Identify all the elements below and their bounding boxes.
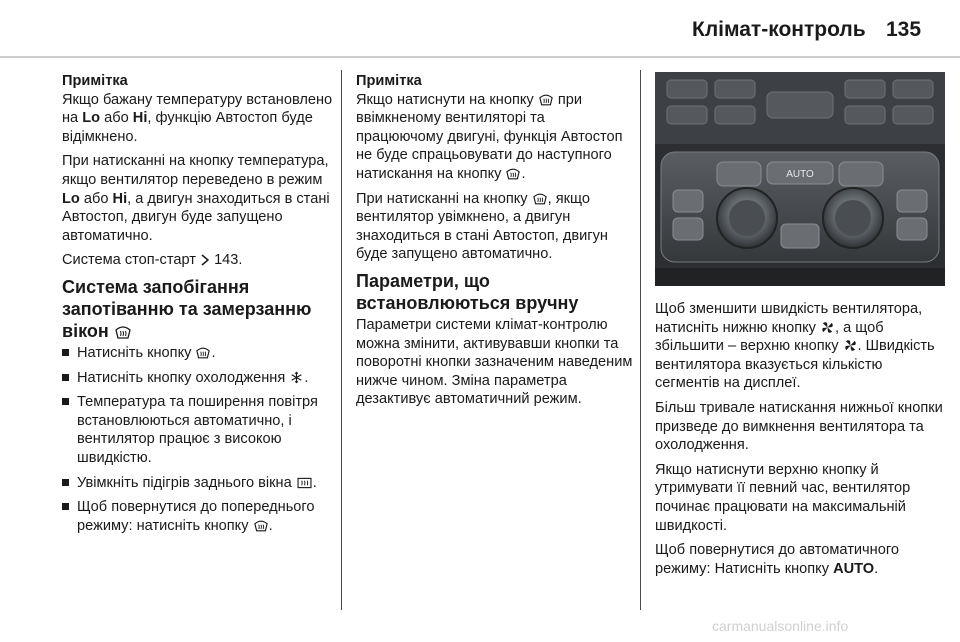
panel-auto-label: AUTO [786, 169, 814, 180]
defrost-windscreen-icon [506, 168, 520, 180]
text: . [211, 344, 216, 361]
bullet-marker [62, 398, 69, 405]
fan-icon [844, 339, 857, 352]
column-divider [640, 70, 641, 610]
body-paragraph: Параметри системи клімат-контролю можна змінити, активувавши кнопки та поворотні кнопки зазначеним наведеним нижче чином. Зміна параметра дезактивує автоматичний режим. [356, 316, 633, 408]
text: . [304, 369, 309, 386]
text: . [268, 517, 273, 534]
text: Система стоп-старт [62, 252, 196, 269]
page-reference-link[interactable]: 143. [214, 252, 243, 269]
text: При натисканні на кнопку температура, якщо вентилятор переведено в режим [62, 153, 329, 188]
column-2 [356, 72, 636, 415]
text: Натисніть кнопку [77, 344, 196, 361]
defrost-windscreen-icon [196, 347, 210, 359]
page-number: 135 [886, 18, 922, 41]
text: Температура та поширення повітря встановлюються автоматично, і вентилятор працює з високою швидкістю. [77, 394, 318, 466]
steps-list [62, 344, 334, 535]
text: , а двигун знаходиться в стані Автостоп, двигун буде запущено автоматично. [62, 190, 330, 244]
text: . Швидкість вентилятора вказується кількістю сегментів на дисплеї. [655, 338, 935, 392]
body-paragraph [655, 300, 945, 393]
text: або [100, 110, 133, 127]
page-title: Клімат-контроль [692, 18, 866, 41]
list-item [62, 344, 334, 363]
defrost-windscreen-icon [254, 520, 268, 532]
list-item [62, 498, 334, 535]
bullet-marker [62, 479, 69, 486]
reference-arrow-icon [201, 254, 209, 266]
text: Щоб повернутися до попереднього режиму: натисніть кнопку [77, 499, 315, 534]
text: , а щоб збільшити – верхню кнопку [655, 319, 884, 355]
note-paragraph [62, 251, 334, 270]
text: . [874, 560, 879, 577]
list-item [62, 474, 334, 493]
text: або [79, 190, 113, 207]
text: Щоб зменшити швидкість вентилятора, натисніть нижню кнопку [655, 301, 923, 336]
text: , функцію Автостоп буде відімкнено. [62, 110, 313, 145]
defrost-windscreen-icon [115, 326, 131, 339]
text: При натисканні на кнопку [356, 190, 532, 207]
bullet-marker [62, 349, 69, 356]
text: при ввімкненому вентиляторі та працюючому двигуні, функція Автостоп не буде спрацьовувати до наступного натискання на кнопку [356, 91, 623, 182]
header-divider [0, 56, 960, 58]
text: Увімкніть підігрів заднього вікна [77, 474, 296, 491]
lo-label: Lo [82, 110, 101, 127]
text: . [521, 165, 526, 182]
fan-icon [821, 321, 834, 334]
text: , якщо вентилятор увімкнено, а двигун знаходиться в стані Автостоп, двигун буде запущено автоматично. [356, 190, 608, 263]
note-paragraph [62, 91, 334, 147]
text: . [312, 474, 317, 491]
defrost-windscreen-icon [533, 193, 547, 205]
section-title: Параметри, що встановлюються вручну [356, 270, 579, 313]
body-paragraph: Якщо натиснути верхню кнопку й утримувати її певний час, вентилятор починає працювати на максимальній швидкості. [655, 461, 911, 534]
rear-window-heat-icon [297, 477, 312, 489]
list-item [62, 393, 334, 467]
note-paragraph [62, 152, 334, 245]
text: Якщо бажану температуру встановлено на [62, 91, 333, 127]
note-title: Примітка [356, 73, 422, 89]
note-title: Примітка [62, 73, 128, 89]
lo-label: Lo [62, 190, 80, 207]
body-paragraph: Більш тривале натискання нижньої кнопки призведе до вимкнення вентилятора та охолодження. [655, 399, 943, 454]
hi-label: Hi [132, 110, 148, 127]
list-item [62, 369, 334, 388]
column-3 [655, 72, 945, 584]
body-paragraph [655, 541, 945, 578]
auto-label: AUTO [833, 560, 875, 577]
watermark: carmanualsonline.info [712, 618, 849, 634]
defrost-windscreen-icon [539, 94, 553, 106]
bullet-marker [62, 374, 69, 381]
climate-panel-photo [655, 72, 945, 286]
note-paragraph [356, 190, 636, 264]
column-1 [62, 72, 334, 541]
text: Натисніть кнопку охолодження [77, 369, 290, 386]
snowflake-icon [290, 371, 303, 384]
column-divider [341, 70, 342, 610]
text: Якщо натиснути на кнопку [356, 91, 538, 108]
section-title [62, 276, 334, 342]
bullet-marker [62, 503, 69, 510]
note-paragraph [356, 91, 636, 184]
text: Щоб повернутися до автоматичного режиму: Натисніть кнопку [655, 542, 899, 577]
hi-label: Hi [112, 190, 128, 207]
text: Система запобігання запотіванню та замерзанню вікон [62, 276, 312, 341]
